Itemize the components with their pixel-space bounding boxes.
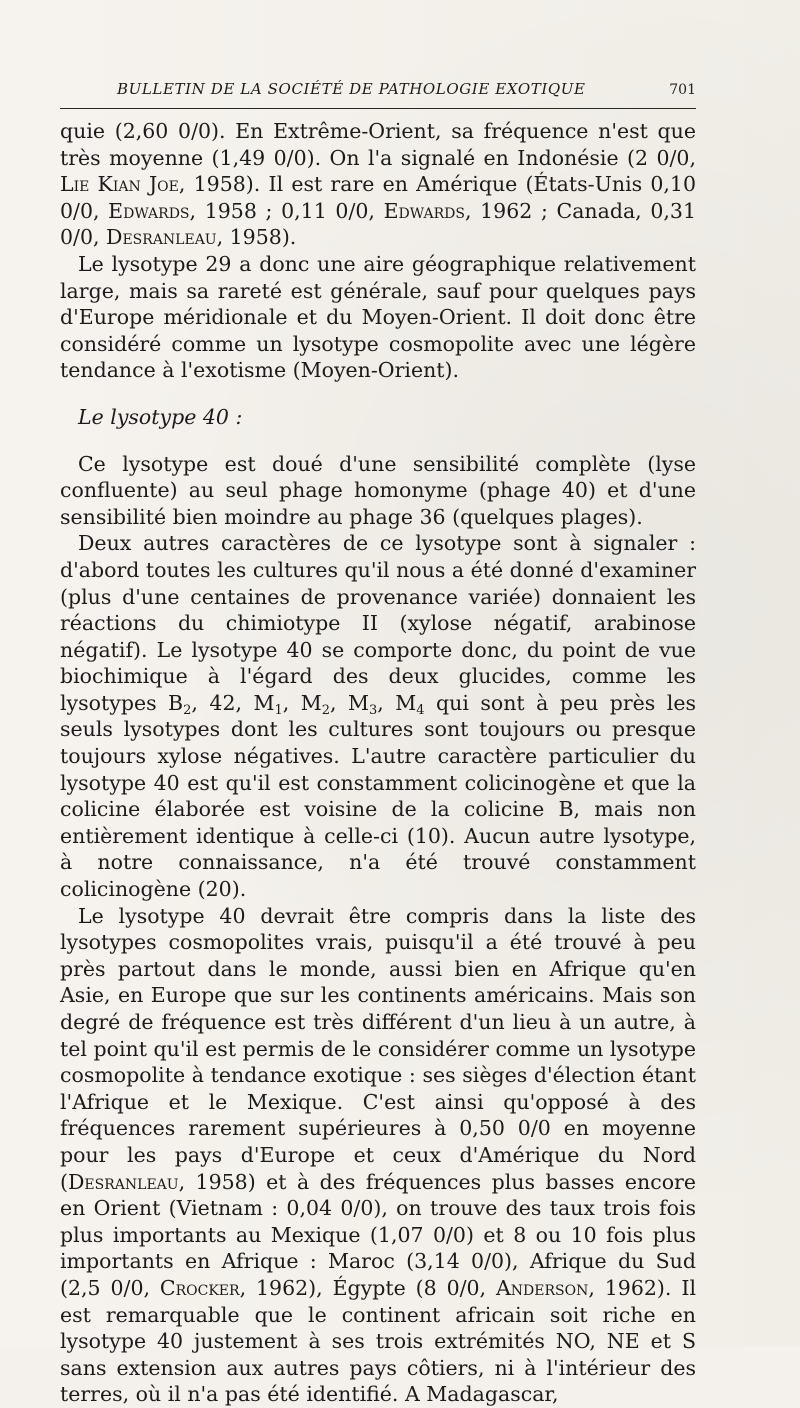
author-citation: Anderson [495, 1275, 589, 1300]
paragraph-3: Ce lysotype est doué d'une sensibilité complète (lyse confluente) au seul phage homonyme (phage 40) et d'une sensibilité bien moindre au phage 36 (quelques plages). [60, 451, 696, 529]
subscript: 2 [183, 702, 192, 718]
journal-title: BULLETIN DE LA SOCIÉTÉ DE PATHOLOGIE EXOTIQUE [117, 80, 586, 98]
article-body [60, 118, 696, 1408]
subscript: 2 [321, 702, 331, 718]
subscript: 4 [416, 702, 425, 718]
paragraph-2: Le lysotype 29 a donc une aire géographique relativement large, mais sa rareté est générale, sauf pour quelques pays d'Europe méridionale et du Moyen-Orient. Il doit donc être considéré comme un lysotype cosmopolite avec une légère tendance à l'exotisme (Moyen-Orient). [60, 251, 696, 383]
header-rule [60, 108, 696, 109]
author-citation: Crocker [159, 1275, 240, 1300]
paragraph-5: Le lysotype 40 devrait être compris dans la liste des lysotypes cosmopolites vrais, puisqu'il a été trouvé à peu près partout dans le monde, aussi bien en Afrique qu'en Asie, en Europe que sur les continents américains. Mais son degré de fréquence est très différent d'un lieu à un autre, à tel point qu'il est permis de le considérer comme un lysotype cosmopolite à tendance exotique : ses sièges d'élection étant l'Afrique et le Mexique. C'est ainsi qu'opposé à des fréquences rarement supérieures à 0,50 0/0 en moyenne pour les pays d'Europe et ceux d'Amérique du Nord (Desranleau, 1958) et à des fréquences plus basses encore en Orient (Vietnam : 0,04 0/0), on trouve des taux trois fois plus importants au Mexique (1,07 0/0) et 8 ou 10 fois plus importants en Afrique : Maroc (3,14 0/0), Afrique du Sud (2,5 0/0, Crocker, 1962), Égypte (8 0/0, Anderson, 1962). Il est remarquable que le continent africain soit riche en lysotype 40 justement à ses trois extrémités NO, NE et S sans extension aux autres pays côtiers, ni à l'intérieur des terres, où il n'a pas été identifié. A Madagascar, [60, 903, 696, 1407]
paragraph-4: Deux autres caractères de ce lysotype sont à signaler : d'abord toutes les cultures qu'il nous a été donné d'examiner (plus d'une centaines de provenance variée) donnaient les réactions du chimiotype II (xylose négatif, arabinose négatif). Le lysotype 40 se comporte donc, du point de vue biochimique à l'égard des deux glucides, comme les lysotypes $B_2$, 42, $M_1$, $M_2$, $M_3$, $M_4$ qui sont à peu près les seuls lysotypes dont les cultures sont toujours ou presque toujours xylose négatives. L'autre caractère particulier du lysotype 40 est qu'il est constamment colicinogène et que la colicine élaborée est voisine de la colicine B, mais non entièrement identique à celle-ci (10). Aucun autre lysotype, à notre connaissance, n'a été trouvé constamment colicinogène (20). [60, 531, 696, 902]
author-citation: Edwards [108, 198, 190, 223]
author-citation: Desranleau [68, 1169, 179, 1194]
section-title: Le lysotype 40 : [78, 404, 243, 429]
subscript: 3 [369, 702, 378, 718]
subscript: 1 [274, 702, 283, 718]
paragraph-1: quie (2,60 0/0). En Extrême-Orient, sa fréquence n'est que très moyenne (1,49 0/0). On l'a signalé en Indonésie (2 0/0, Lie Kian Joe, 1958). Il est rare en Amérique (États-Unis 0,10 0/0, Edwards, 1958 ; 0,11 0/0, Edwards, 1962 ; Canada, 0,31 0/0, Desranleau, 1958). [60, 119, 696, 250]
author-citation: Desranleau [106, 225, 217, 250]
author-citation: Edwards [383, 198, 465, 223]
running-header [60, 80, 696, 104]
author-citation: Lie Kian Joe [60, 172, 179, 197]
page-number: 701 [669, 82, 696, 98]
